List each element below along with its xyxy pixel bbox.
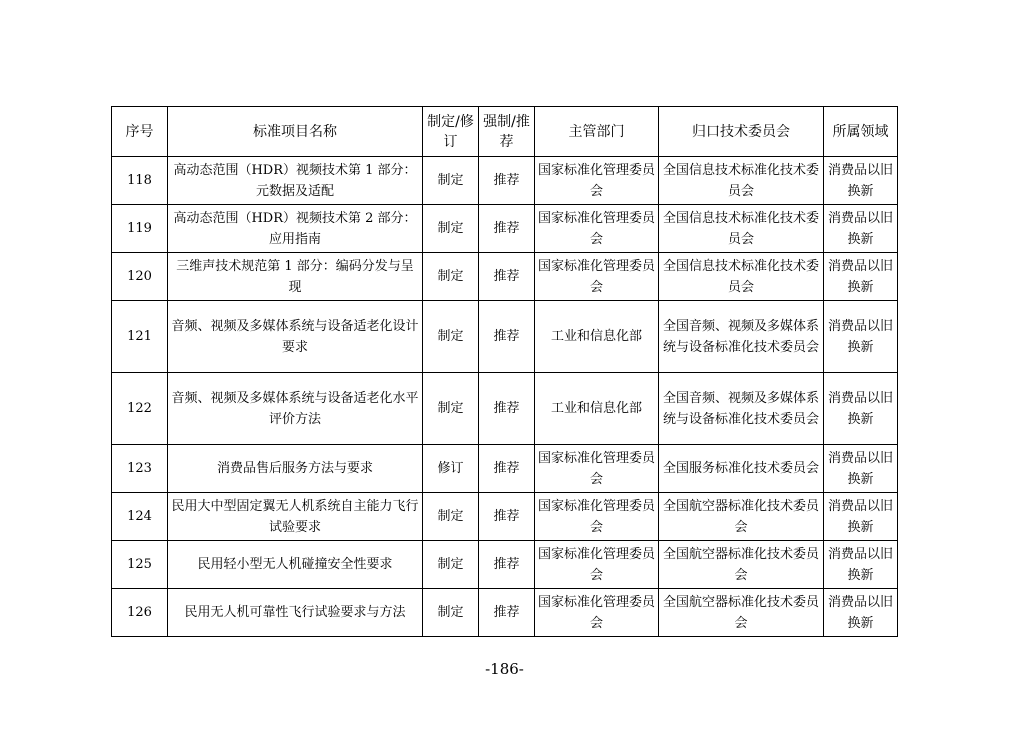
- cell-develop-revise: 制定: [423, 589, 479, 637]
- cell-serial-number: 125: [112, 541, 168, 589]
- header-field: 所属领域: [824, 107, 898, 157]
- table-row: [112, 301, 898, 373]
- header-standard-name: 标准项目名称: [168, 107, 423, 157]
- cell-field: 消费品以旧换新: [824, 589, 898, 637]
- cell-standard-name: 消费品售后服务方法与要求: [168, 445, 423, 493]
- table-row: [112, 253, 898, 301]
- cell-serial-number: 120: [112, 253, 168, 301]
- cell-field: 消费品以旧换新: [824, 493, 898, 541]
- cell-standard-name: 民用大中型固定翼无人机系统自主能力飞行试验要求: [168, 493, 423, 541]
- cell-technical-committee: 全国音频、视频及多媒体系统与设备标准化技术委员会: [659, 301, 824, 373]
- cell-develop-revise: 制定: [423, 373, 479, 445]
- table-header-row: [112, 107, 898, 157]
- cell-mandatory-recommended: 推荐: [479, 157, 535, 205]
- cell-serial-number: 126: [112, 589, 168, 637]
- cell-technical-committee: 全国音频、视频及多媒体系统与设备标准化技术委员会: [659, 373, 824, 445]
- table-row: [112, 205, 898, 253]
- cell-competent-department: 工业和信息化部: [535, 301, 659, 373]
- cell-competent-department: 国家标准化管理委员会: [535, 205, 659, 253]
- cell-serial-number: 119: [112, 205, 168, 253]
- cell-field: 消费品以旧换新: [824, 301, 898, 373]
- cell-mandatory-recommended: 推荐: [479, 301, 535, 373]
- cell-technical-committee: 全国信息技术标准化技术委员会: [659, 157, 824, 205]
- cell-standard-name: 三维声技术规范第 1 部分：编码分发与呈现: [168, 253, 423, 301]
- standards-table: [111, 106, 898, 637]
- table-row: [112, 541, 898, 589]
- page-number: -186-: [485, 660, 524, 678]
- cell-serial-number: 124: [112, 493, 168, 541]
- cell-field: 消费品以旧换新: [824, 253, 898, 301]
- cell-develop-revise: 制定: [423, 493, 479, 541]
- cell-develop-revise: 制定: [423, 301, 479, 373]
- cell-technical-committee: 全国服务标准化技术委员会: [659, 445, 824, 493]
- table-row: [112, 493, 898, 541]
- cell-competent-department: 国家标准化管理委员会: [535, 541, 659, 589]
- cell-standard-name: 高动态范围（HDR）视频技术第 2 部分：应用指南: [168, 205, 423, 253]
- cell-competent-department: 国家标准化管理委员会: [535, 157, 659, 205]
- cell-field: 消费品以旧换新: [824, 205, 898, 253]
- table-row: [112, 373, 898, 445]
- cell-standard-name: 高动态范围（HDR）视频技术第 1 部分：元数据及适配: [168, 157, 423, 205]
- cell-competent-department: 国家标准化管理委员会: [535, 445, 659, 493]
- cell-field: 消费品以旧换新: [824, 445, 898, 493]
- cell-develop-revise: 制定: [423, 541, 479, 589]
- header-serial-number: 序号: [112, 107, 168, 157]
- cell-standard-name: 民用轻小型无人机碰撞安全性要求: [168, 541, 423, 589]
- cell-standard-name: 音频、视频及多媒体系统与设备适老化设计要求: [168, 301, 423, 373]
- header-mandatory-recommended: 强制/推荐: [479, 107, 535, 157]
- cell-mandatory-recommended: 推荐: [479, 205, 535, 253]
- cell-competent-department: 国家标准化管理委员会: [535, 589, 659, 637]
- cell-standard-name: 音频、视频及多媒体系统与设备适老化水平评价方法: [168, 373, 423, 445]
- cell-technical-committee: 全国航空器标准化技术委员会: [659, 589, 824, 637]
- cell-mandatory-recommended: 推荐: [479, 493, 535, 541]
- cell-competent-department: 国家标准化管理委员会: [535, 493, 659, 541]
- cell-technical-committee: 全国航空器标准化技术委员会: [659, 541, 824, 589]
- table-row: [112, 589, 898, 637]
- cell-standard-name: 民用无人机可靠性飞行试验要求与方法: [168, 589, 423, 637]
- cell-develop-revise: 修订: [423, 445, 479, 493]
- cell-serial-number: 122: [112, 373, 168, 445]
- cell-develop-revise: 制定: [423, 253, 479, 301]
- cell-develop-revise: 制定: [423, 205, 479, 253]
- cell-serial-number: 118: [112, 157, 168, 205]
- cell-field: 消费品以旧换新: [824, 541, 898, 589]
- cell-technical-committee: 全国信息技术标准化技术委员会: [659, 205, 824, 253]
- cell-mandatory-recommended: 推荐: [479, 541, 535, 589]
- cell-mandatory-recommended: 推荐: [479, 373, 535, 445]
- table-row: [112, 445, 898, 493]
- cell-technical-committee: 全国航空器标准化技术委员会: [659, 493, 824, 541]
- cell-develop-revise: 制定: [423, 157, 479, 205]
- header-develop-revise: 制定/修订: [423, 107, 479, 157]
- cell-field: 消费品以旧换新: [824, 157, 898, 205]
- header-competent-department: 主管部门: [535, 107, 659, 157]
- cell-technical-committee: 全国信息技术标准化技术委员会: [659, 253, 824, 301]
- cell-competent-department: 国家标准化管理委员会: [535, 253, 659, 301]
- cell-serial-number: 121: [112, 301, 168, 373]
- header-technical-committee: 归口技术委员会: [659, 107, 824, 157]
- cell-field: 消费品以旧换新: [824, 373, 898, 445]
- cell-mandatory-recommended: 推荐: [479, 445, 535, 493]
- cell-mandatory-recommended: 推荐: [479, 253, 535, 301]
- cell-competent-department: 工业和信息化部: [535, 373, 659, 445]
- cell-mandatory-recommended: 推荐: [479, 589, 535, 637]
- table-row: [112, 157, 898, 205]
- cell-serial-number: 123: [112, 445, 168, 493]
